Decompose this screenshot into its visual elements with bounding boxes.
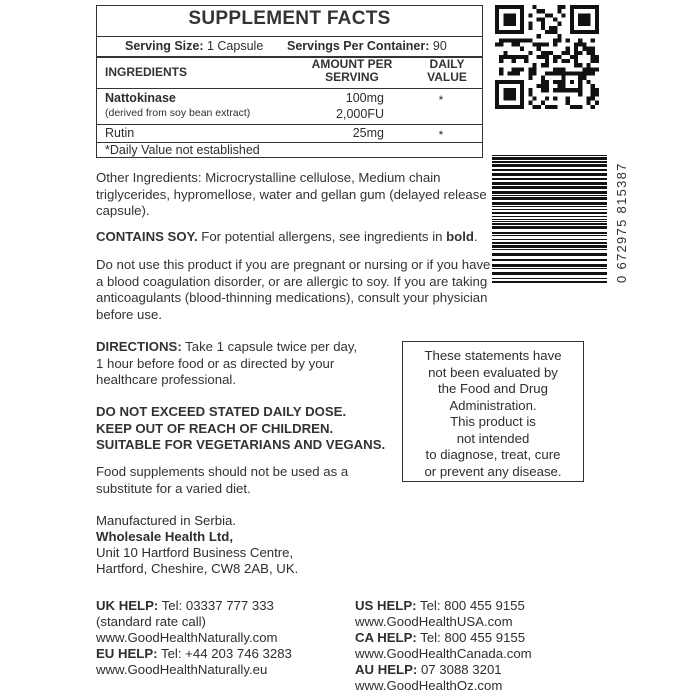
barcode	[492, 155, 607, 283]
help-text: Tel: 03337 777 333	[158, 598, 274, 613]
manufacturer-address-line: Hartford, Cheshire, CW8 2AB, UK.	[96, 561, 299, 576]
serving-size-label: Serving Size:	[125, 39, 204, 53]
help-website-link[interactable]: www.GoodHealthOz.com	[355, 678, 503, 693]
column-header-ingredients: INGREDIENTS	[105, 65, 188, 79]
food-supplements-note: Food supplements should not be used as a substitute for a varied diet.	[96, 464, 349, 496]
help-line	[96, 630, 346, 646]
ingredient-source: (derived from soy bean extract)	[105, 107, 251, 119]
help-contacts-left	[96, 598, 346, 678]
help-line	[355, 614, 605, 630]
allergen-end: .	[473, 229, 478, 244]
other-ingredients: Other Ingredients: Microcrystalline cellulose, Medium chain triglycerides, hypromellose, water and gellan gum (delayed release capsule).	[96, 170, 487, 218]
serving-size-value: 1 Capsule	[206, 39, 264, 53]
directions-label: DIRECTIONS:	[96, 339, 182, 354]
manufacturer-company: Wholesale Health Ltd,	[96, 529, 234, 544]
help-text: Tel: 800 455 9155	[416, 598, 525, 613]
help-region-label: CA HELP:	[355, 630, 417, 645]
column-header-amount	[302, 58, 402, 84]
help-website-link[interactable]: www.GoodHealthCanada.com	[355, 646, 532, 661]
ingredient-activity: 2,000FU	[336, 107, 384, 121]
qr-code	[495, 5, 599, 109]
help-website-link[interactable]: www.GoodHealthNaturally.eu	[96, 662, 268, 677]
allergen-text: For potential allergens, see ingredients in	[197, 229, 447, 244]
fda-disclaimer-box	[402, 341, 584, 482]
allergen-bold: CONTAINS SOY.	[96, 229, 198, 244]
fda-line: Administration.	[449, 397, 537, 413]
help-line	[355, 630, 605, 646]
allergen-statement	[96, 229, 491, 246]
help-line	[96, 662, 346, 678]
serving-info-row	[97, 36, 482, 55]
column-header-daily-line1: DAILY	[429, 57, 465, 71]
servings-per-label: Servings Per Container:	[287, 39, 430, 53]
dose-warnings	[96, 404, 386, 454]
ingredient-amount: 25mg	[352, 126, 384, 140]
directions	[96, 339, 366, 389]
directions-text: Take 1 capsule twice per day, 1 hour before food or as directed by your healthcare professional.	[96, 339, 358, 387]
help-text: Tel: 800 455 9155	[416, 630, 526, 645]
fda-line: the Food and Drug	[438, 381, 548, 396]
column-header-daily-line2: VALUE	[427, 70, 467, 84]
servings-per-value: 90	[432, 39, 447, 53]
fda-disclaimer-text	[403, 348, 583, 480]
help-text: 07 3088 3201	[417, 662, 502, 677]
ingredient-name: Rutin	[105, 126, 135, 140]
divider	[97, 124, 482, 125]
serving-size	[125, 39, 263, 53]
help-line	[96, 646, 346, 662]
help-text: Tel: +44 203 746 3283	[157, 646, 292, 661]
fda-line: to diagnose, treat, cure	[425, 447, 561, 462]
column-header-amount-line1: AMOUNT PER	[311, 57, 393, 71]
help-line	[355, 662, 605, 678]
help-text: (standard rate call)	[96, 614, 206, 629]
fda-line: not been evaluated by	[428, 364, 558, 380]
help-region-label: EU HELP:	[96, 646, 158, 661]
daily-value-footnote: *Daily Value not established	[105, 143, 260, 157]
supplement-facts-panel	[96, 5, 483, 158]
ingredient-amount: 100mg	[345, 91, 384, 105]
help-region-label: UK HELP:	[96, 598, 159, 613]
supplement-facts-title: SUPPLEMENT FACTS	[188, 8, 391, 29]
divider	[97, 88, 482, 89]
help-line	[355, 646, 605, 662]
warning-text: Do not use this product if you are pregnant or nursing or if you have a blood coagulation disorder, or are allergic to soy. If you are taking anticoagulants (blood-thinning medications), consult your physician before use.	[96, 257, 491, 322]
allergen-bold-word: bold	[446, 229, 474, 244]
dose-warning-line: DO NOT EXCEED STATED DAILY DOSE.	[96, 404, 347, 419]
fda-line: These statements have	[424, 348, 562, 363]
help-website-link[interactable]: www.GoodHealthUSA.com	[355, 614, 513, 629]
help-region-label: AU HELP:	[355, 662, 418, 677]
dose-warning-line: SUITABLE FOR VEGETARIANS AND VEGANS.	[96, 437, 386, 452]
manufacturer-address-line: Unit 10 Hartford Business Centre,	[96, 545, 294, 560]
help-website-link[interactable]: www.GoodHealthNaturally.com	[96, 630, 278, 645]
fda-line: not intended	[456, 430, 530, 446]
help-region-label: US HELP:	[355, 598, 417, 613]
barcode-number-text: 0 672975 815387	[614, 162, 629, 283]
help-line	[96, 614, 346, 630]
column-header-amount-line2: SERVING	[325, 70, 379, 84]
servings-per-container	[287, 39, 447, 53]
help-line	[355, 678, 605, 694]
ingredient-name: Nattokinase	[105, 91, 176, 105]
fda-line: This product is	[450, 414, 536, 429]
manufacturer-origin: Manufactured in Serbia.	[96, 513, 237, 528]
help-line	[96, 598, 346, 614]
help-line	[355, 598, 605, 614]
ingredient-daily-value: *	[438, 93, 444, 107]
column-header-daily-value	[412, 58, 482, 84]
fda-line: or prevent any disease.	[424, 463, 562, 479]
help-contacts-right	[355, 598, 605, 694]
dose-warning-line: KEEP OUT OF REACH OF CHILDREN.	[96, 420, 334, 436]
barcode-number	[600, 155, 629, 283]
ingredient-daily-value: *	[438, 128, 444, 142]
manufacturer-info	[96, 513, 396, 577]
